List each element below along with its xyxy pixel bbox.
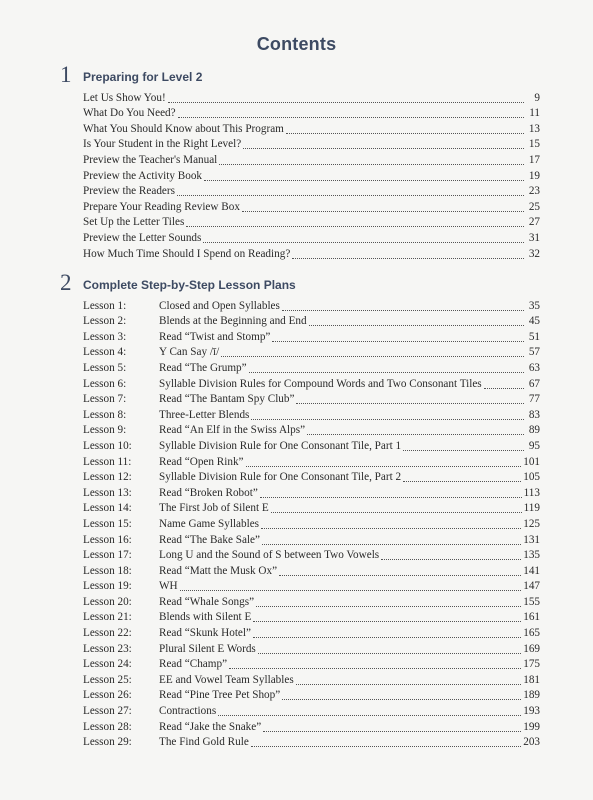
entry-title: Preview the Teacher's Manual bbox=[83, 153, 218, 166]
dot-leader bbox=[484, 388, 524, 389]
entry-title: Prepare Your Reading Review Box bbox=[83, 200, 240, 213]
entry-title: Read “The Bake Sale” bbox=[159, 533, 260, 546]
entry-title: Read “Skunk Hotel” bbox=[159, 627, 251, 640]
toc-entry bbox=[83, 610, 540, 626]
entry-title: Long U and the Sound of S between Two Vowels bbox=[159, 549, 380, 562]
dot-leader bbox=[263, 731, 521, 732]
entry-title: Preview the Readers bbox=[83, 185, 175, 198]
toc-entry bbox=[83, 215, 540, 231]
toc-entry bbox=[83, 392, 540, 408]
page-number: 25 bbox=[528, 200, 540, 213]
toc-entry bbox=[83, 360, 540, 376]
entry-title: What Do You Need? bbox=[83, 107, 176, 120]
page-number: 131 bbox=[523, 533, 540, 546]
entry-title: Read “Whale Songs” bbox=[159, 595, 255, 608]
dot-leader bbox=[249, 372, 524, 373]
section-number: 2 bbox=[60, 270, 72, 295]
dot-leader bbox=[282, 699, 521, 700]
entry-title: Syllable Division Rule for One Consonant Tile, Part 2 bbox=[159, 471, 402, 484]
lesson-number: Lesson 11: bbox=[83, 455, 132, 468]
toc-entry bbox=[83, 735, 540, 751]
toc-entry bbox=[83, 168, 540, 184]
entry-title: What You Should Know about This Program bbox=[83, 122, 284, 135]
toc-entry bbox=[83, 345, 540, 361]
lesson-number: Lesson 29: bbox=[83, 736, 132, 749]
page-number: 169 bbox=[523, 642, 540, 655]
dot-leader bbox=[177, 195, 524, 196]
toc-entry bbox=[83, 407, 540, 423]
page-number: 193 bbox=[523, 705, 540, 718]
entry-title: The Find Gold Rule bbox=[159, 736, 249, 749]
toc-entry bbox=[83, 454, 540, 470]
dot-leader bbox=[242, 211, 524, 212]
page-number: 125 bbox=[523, 517, 540, 530]
lesson-number: Lesson 7: bbox=[83, 393, 127, 406]
page-number: 19 bbox=[528, 169, 540, 182]
toc-entry bbox=[83, 501, 540, 517]
toc-list bbox=[60, 90, 540, 262]
dot-leader bbox=[271, 512, 522, 513]
dot-leader bbox=[178, 117, 524, 118]
section-header bbox=[60, 62, 540, 90]
lesson-number: Lesson 3: bbox=[83, 330, 127, 343]
lesson-number: Lesson 6: bbox=[83, 377, 127, 390]
entry-title: EE and Vowel Team Syllables bbox=[159, 673, 294, 686]
dot-leader bbox=[309, 325, 524, 326]
dot-leader bbox=[261, 528, 521, 529]
dot-leader bbox=[253, 637, 521, 638]
page-number: 77 bbox=[528, 393, 540, 406]
toc-entry bbox=[83, 548, 540, 564]
toc-entry bbox=[83, 516, 540, 532]
page-number: 63 bbox=[528, 361, 540, 374]
entry-title: Name Game Syllables bbox=[159, 517, 260, 530]
page-number: 89 bbox=[528, 424, 540, 437]
entry-title: Read “The Bantam Spy Club” bbox=[159, 393, 295, 406]
page-number: 45 bbox=[528, 315, 540, 328]
page-number: 105 bbox=[523, 471, 540, 484]
page-number: 147 bbox=[523, 580, 540, 593]
dot-leader bbox=[246, 466, 522, 467]
toc-entry bbox=[83, 625, 540, 641]
page-number: 35 bbox=[528, 299, 540, 312]
lesson-number: Lesson 14: bbox=[83, 502, 132, 515]
toc-entry bbox=[83, 90, 540, 106]
toc-entry bbox=[83, 485, 540, 501]
lesson-number: Lesson 24: bbox=[83, 658, 132, 671]
toc-entry bbox=[83, 152, 540, 168]
toc-entry bbox=[83, 641, 540, 657]
entry-title: How Much Time Should I Spend on Reading? bbox=[83, 247, 291, 260]
page-number: 13 bbox=[528, 122, 540, 135]
dot-leader bbox=[279, 575, 521, 576]
toc-entry bbox=[83, 230, 540, 246]
dot-leader bbox=[262, 544, 521, 545]
entry-title: WH bbox=[159, 580, 178, 593]
toc-entry bbox=[83, 657, 540, 673]
page-number: 67 bbox=[528, 377, 540, 390]
dot-leader bbox=[204, 180, 524, 181]
dot-leader bbox=[186, 226, 524, 227]
toc-entry bbox=[83, 246, 540, 262]
page-number: 101 bbox=[523, 455, 540, 468]
lesson-number: Lesson 26: bbox=[83, 689, 132, 702]
entry-title: Blends with Silent E bbox=[159, 611, 252, 624]
dot-leader bbox=[296, 403, 524, 404]
page-number: 119 bbox=[523, 502, 540, 515]
page-number: 17 bbox=[528, 153, 540, 166]
dot-leader bbox=[292, 258, 524, 259]
toc-entry bbox=[83, 199, 540, 215]
page-number: 135 bbox=[523, 549, 540, 562]
dot-leader bbox=[253, 621, 521, 622]
entry-title: Read “Matt the Musk Ox” bbox=[159, 564, 278, 577]
section-number: 1 bbox=[60, 62, 72, 87]
lesson-number: Lesson 4: bbox=[83, 346, 127, 359]
dot-leader bbox=[282, 310, 524, 311]
dot-leader bbox=[219, 164, 524, 165]
entry-title: Read “Open Rink” bbox=[159, 455, 244, 468]
page-number: 189 bbox=[523, 689, 540, 702]
lesson-number: Lesson 8: bbox=[83, 408, 127, 421]
lesson-number: Lesson 17: bbox=[83, 549, 132, 562]
entry-title: Contractions bbox=[159, 705, 217, 718]
toc-entry bbox=[83, 329, 540, 345]
section-preparing bbox=[60, 62, 540, 262]
lesson-number: Lesson 12: bbox=[83, 471, 132, 484]
lesson-number: Lesson 28: bbox=[83, 720, 132, 733]
dot-leader bbox=[168, 102, 524, 103]
entry-title: Preview the Activity Book bbox=[83, 169, 203, 182]
toc-entry bbox=[83, 594, 540, 610]
page-number: 141 bbox=[523, 564, 540, 577]
dot-leader bbox=[381, 559, 521, 560]
page-number: 9 bbox=[534, 91, 540, 104]
toc-entry bbox=[83, 423, 540, 439]
page-number: 95 bbox=[528, 439, 540, 452]
lesson-number: Lesson 2: bbox=[83, 315, 127, 328]
page-number: 113 bbox=[523, 486, 540, 499]
toc-entry bbox=[83, 532, 540, 548]
page-number: 31 bbox=[528, 231, 540, 244]
toc-entry bbox=[83, 298, 540, 314]
dot-leader bbox=[251, 746, 521, 747]
entry-title: Preview the Letter Sounds bbox=[83, 231, 202, 244]
toc-entry bbox=[83, 563, 540, 579]
lesson-number: Lesson 5: bbox=[83, 361, 127, 374]
page-number: 203 bbox=[523, 736, 540, 749]
section-title: Complete Step-by-Step Lesson Plans bbox=[83, 278, 296, 292]
entry-title: Read “Champ” bbox=[159, 658, 228, 671]
dot-leader bbox=[260, 497, 522, 498]
dot-leader bbox=[243, 148, 524, 149]
toc-entry bbox=[83, 376, 540, 392]
toc-entry bbox=[83, 703, 540, 719]
entry-title: Let Us Show You! bbox=[83, 91, 166, 104]
dot-leader bbox=[251, 419, 524, 420]
entry-title: Read “Pine Tree Pet Shop” bbox=[159, 689, 281, 702]
page-number: 155 bbox=[523, 595, 540, 608]
page-number: 83 bbox=[528, 408, 540, 421]
section-title: Preparing for Level 2 bbox=[83, 70, 203, 84]
dot-leader bbox=[221, 356, 524, 357]
lesson-number: Lesson 1: bbox=[83, 299, 127, 312]
toc-entry bbox=[83, 438, 540, 454]
entry-title: Syllable Division Rule for One Consonant Tile, Part 1 bbox=[159, 439, 402, 452]
dot-leader bbox=[180, 590, 522, 591]
lesson-number: Lesson 21: bbox=[83, 611, 132, 624]
lesson-number: Lesson 16: bbox=[83, 533, 132, 546]
entry-title: Closed and Open Syllables bbox=[159, 299, 280, 312]
lesson-number: Lesson 25: bbox=[83, 673, 132, 686]
entry-title: Syllable Division Rules for Compound Words and Two Consonant Tiles bbox=[159, 377, 482, 390]
page-number: 51 bbox=[528, 330, 540, 343]
dot-leader bbox=[307, 434, 524, 435]
dot-leader bbox=[256, 606, 521, 607]
lesson-number: Lesson 15: bbox=[83, 517, 132, 530]
page-number: 11 bbox=[529, 107, 540, 120]
toc-entry bbox=[83, 470, 540, 486]
page-title: Contents bbox=[256, 34, 337, 54]
dot-leader bbox=[258, 653, 521, 654]
entry-title: The First Job of Silent E bbox=[159, 502, 269, 515]
lesson-number: Lesson 27: bbox=[83, 705, 132, 718]
lesson-number: Lesson 20: bbox=[83, 595, 132, 608]
lesson-number: Lesson 9: bbox=[83, 424, 127, 437]
toc-list bbox=[60, 298, 540, 750]
toc-entry bbox=[83, 688, 540, 704]
entry-title: Read “Jake the Snake” bbox=[159, 720, 262, 733]
page-number: 165 bbox=[523, 627, 540, 640]
toc-entry bbox=[83, 314, 540, 330]
entry-title: Y Can Say /ī/ bbox=[159, 346, 220, 359]
entry-title: Set Up the Letter Tiles bbox=[83, 216, 185, 229]
dot-leader bbox=[286, 133, 524, 134]
toc-entry bbox=[83, 106, 540, 122]
toc-entry bbox=[83, 184, 540, 200]
entry-title: Three-Letter Blends bbox=[159, 408, 250, 421]
toc-entry bbox=[83, 672, 540, 688]
lesson-number: Lesson 19: bbox=[83, 580, 132, 593]
entry-title: Blends at the Beginning and End bbox=[159, 315, 307, 328]
lesson-number: Lesson 18: bbox=[83, 564, 132, 577]
lesson-number: Lesson 13: bbox=[83, 486, 132, 499]
entry-title: Read “Broken Robot” bbox=[159, 486, 258, 499]
section-lesson-plans bbox=[60, 270, 540, 750]
toc-entry bbox=[83, 137, 540, 153]
section-header bbox=[60, 270, 540, 298]
toc-entry bbox=[83, 579, 540, 595]
page-number: 175 bbox=[523, 658, 540, 671]
entry-title: Plural Silent E Words bbox=[159, 642, 256, 655]
page-number: 15 bbox=[528, 138, 540, 151]
page-number: 32 bbox=[528, 247, 540, 260]
lesson-number: Lesson 10: bbox=[83, 439, 132, 452]
toc-entry bbox=[83, 121, 540, 137]
page-number: 199 bbox=[523, 720, 540, 733]
page-number: 181 bbox=[523, 673, 540, 686]
page-number: 27 bbox=[528, 216, 540, 229]
entry-title: Read “The Grump” bbox=[159, 361, 247, 374]
page-number: 161 bbox=[523, 611, 540, 624]
lesson-number: Lesson 22: bbox=[83, 627, 132, 640]
dot-leader bbox=[272, 341, 524, 342]
dot-leader bbox=[296, 684, 522, 685]
dot-leader bbox=[218, 715, 521, 716]
dot-leader bbox=[403, 481, 521, 482]
page-number: 23 bbox=[528, 185, 540, 198]
page-number: 57 bbox=[528, 346, 540, 359]
dot-leader bbox=[203, 242, 524, 243]
dot-leader bbox=[229, 668, 521, 669]
dot-leader bbox=[403, 450, 524, 451]
toc-entry bbox=[83, 719, 540, 735]
entry-title: Is Your Student in the Right Level? bbox=[83, 138, 242, 151]
entry-title: Read “An Elf in the Swiss Alps” bbox=[159, 424, 306, 437]
lesson-number: Lesson 23: bbox=[83, 642, 132, 655]
entry-title: Read “Twist and Stomp” bbox=[159, 330, 271, 343]
